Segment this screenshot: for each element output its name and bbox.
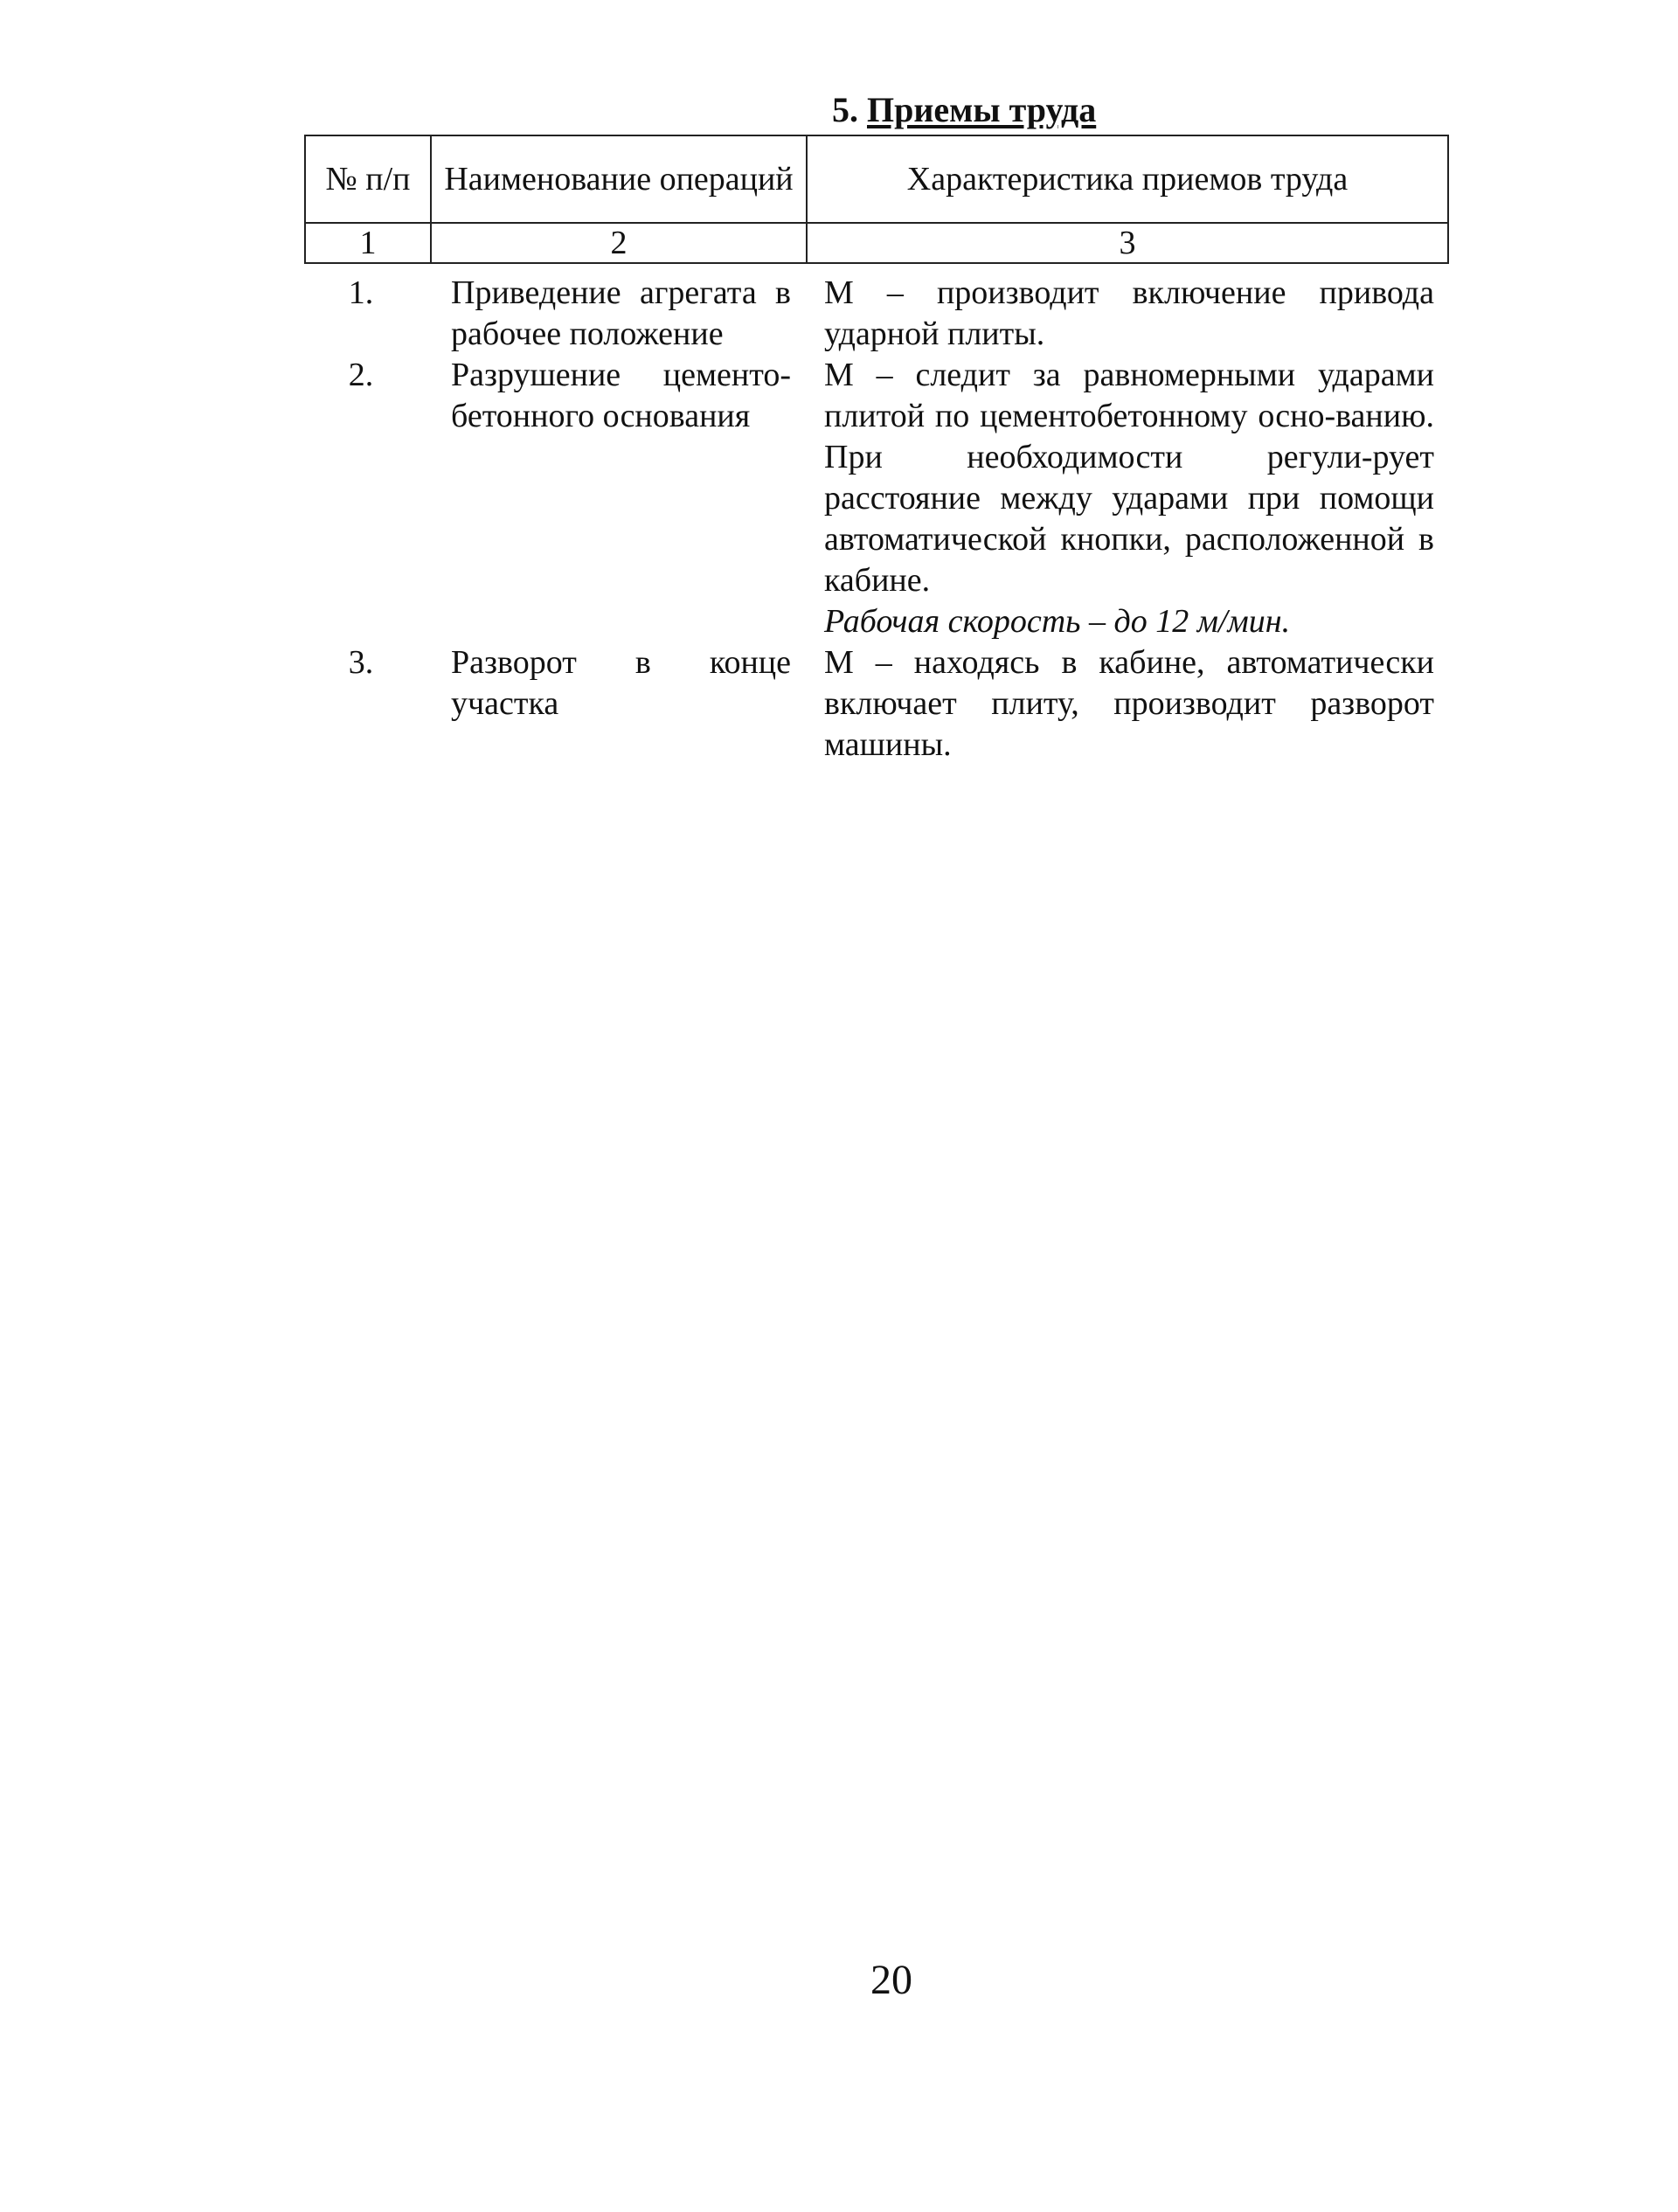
column-number: 2 bbox=[431, 223, 807, 263]
operation-name: Разворот в конце участка bbox=[451, 644, 791, 722]
description-text: М – находясь в кабине, автоматически включает плиту, производит разворот машины. bbox=[824, 644, 1434, 763]
description-text: М – следит за равномерными ударами плитой по цементобетонному осно-ванию. При необходимости регули-рует расстояние между ударами при помощи автоматической кнопки, расположенной в кабине. bbox=[824, 357, 1434, 599]
column-number: 3 bbox=[807, 223, 1448, 263]
operation-name: Разрушение цементо-бетонного основания bbox=[451, 357, 791, 434]
page-number: 20 bbox=[870, 1957, 912, 2003]
header-number: № п/п bbox=[305, 135, 431, 223]
column-number: 1 bbox=[305, 223, 431, 263]
operations-table bbox=[304, 135, 1449, 766]
column-numbers-row bbox=[305, 223, 1448, 263]
table-row bbox=[305, 355, 1448, 642]
table-row bbox=[305, 642, 1448, 766]
section-title bbox=[832, 89, 1096, 130]
row-number: 1. bbox=[348, 274, 374, 311]
header-operation-name: Наименование операций bbox=[431, 135, 807, 223]
table-header-row bbox=[305, 135, 1448, 223]
description-text: М – производит включение привода ударной плиты. bbox=[824, 274, 1434, 352]
header-characteristics: Характеристика приемов труда bbox=[807, 135, 1448, 223]
operation-name: Приведение агрегата в рабочее положение bbox=[451, 274, 791, 352]
row-number: 2. bbox=[348, 357, 374, 393]
operation-description bbox=[807, 355, 1448, 642]
row-number: 3. bbox=[348, 644, 374, 681]
section-number: 5. bbox=[832, 90, 858, 129]
working-speed-note: Рабочая скорость – до 12 м/мин. bbox=[824, 603, 1291, 640]
table-row bbox=[305, 263, 1448, 355]
operation-description bbox=[807, 642, 1448, 766]
operation-description bbox=[807, 263, 1448, 355]
section-title-text: Приемы труда bbox=[867, 90, 1097, 129]
